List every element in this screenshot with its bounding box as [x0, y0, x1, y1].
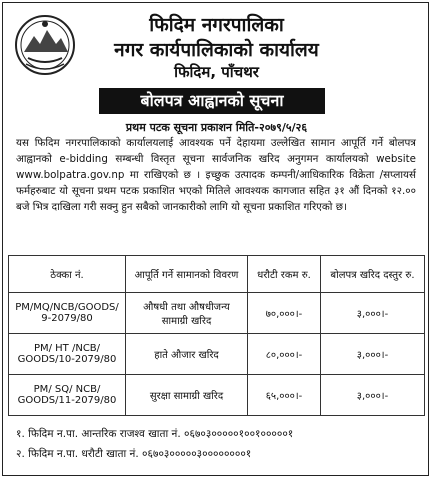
contract-no-cell: PM/MQ/NCB/GOODS/ 9-2079/80 [9, 293, 126, 334]
office-address: फिदिम, पाँचथर [174, 63, 259, 81]
notice-title-banner: बोलपत्र आह्वानको सूचना [99, 88, 325, 114]
contract-no-cell: PM/ SQ/ NCB/ GOODS/11-2079/80 [9, 375, 126, 416]
fee-cell: ३,०००।- [321, 334, 425, 375]
column-header-deposit: धरौटी रकम रु. [248, 256, 321, 293]
notice-body: यस फिदिम नगरपालिकाको कार्यालयलाई आवश्यक पर्ने देहायमा उल्लेखित सामान आपूर्ति गर्ने बोलपत्र आह्वानको e-bidding सम्बन्धी विस्तृत सूचना सार्वजनिक खरिद अनुगमन कार्यालयको website www.bolpatra.gov.np मा राखिएको छ । इच्छुक उत्पादक कम्पनी/आधिकारिक विक्रेता /सप्लायर्स फर्महरुबाट यो सूचना प्रथम पटक प्रकाशित भएको मितिले आवश्यक कागजात सहित ३१ औं दिनको १२.०० बजे भित्र दाखिला गरी सक्नु हुन सबैको जानकारीको लागि यो सूचना प्रकाशित गरिएको छ। [16, 137, 416, 213]
column-header-fee: बोलपत्र खरिद दस्तुर रु. [321, 256, 425, 293]
revenue-account-line: १. फिदिम न.पा. आन्तरिक राजश्व खाता नं. ०६७०३०००००१००१०००००१ [16, 428, 294, 440]
deposit-cell: ६५,०००।- [248, 375, 321, 416]
fee-cell: ३,०००।- [321, 375, 425, 416]
column-header-description: आपूर्ति गर्ने सामानको विवरण [126, 256, 248, 293]
contract-no-cell: PM/ HT /NCB/ GOODS/10-2079/80 [9, 334, 126, 375]
publication-date: प्रथम पटक सूचना प्रकाशन मिति-२०७९/५/२६ [125, 121, 308, 134]
deposit-cell: ७०,०००।- [248, 293, 321, 334]
table-row [9, 375, 425, 416]
office-name: नगर कार्यपालिकाको कार्यालय [114, 39, 319, 61]
municipality-name: फिदिम नगरपालिका [149, 14, 284, 36]
deposit-cell: ८०,०००।- [248, 334, 321, 375]
description-cell: सुरक्षा सामाग्री खरिद [126, 375, 248, 416]
table-row [9, 293, 425, 334]
table-row [9, 334, 425, 375]
fee-cell: ३,०००।- [321, 293, 425, 334]
bid-table [8, 255, 425, 416]
deposit-account-line: २. फिदिम न.पा. धरौटी खाता नं. ०६७०३०००००३००००००००१ [16, 448, 252, 460]
description-cell: हाते औजार खरिद [126, 334, 248, 375]
description-cell: औषधी तथा औषधीजन्य सामाग्री खरिद [126, 293, 248, 334]
table-header-row [9, 256, 425, 293]
column-header-contract-no: ठेक्का नं. [9, 256, 126, 293]
